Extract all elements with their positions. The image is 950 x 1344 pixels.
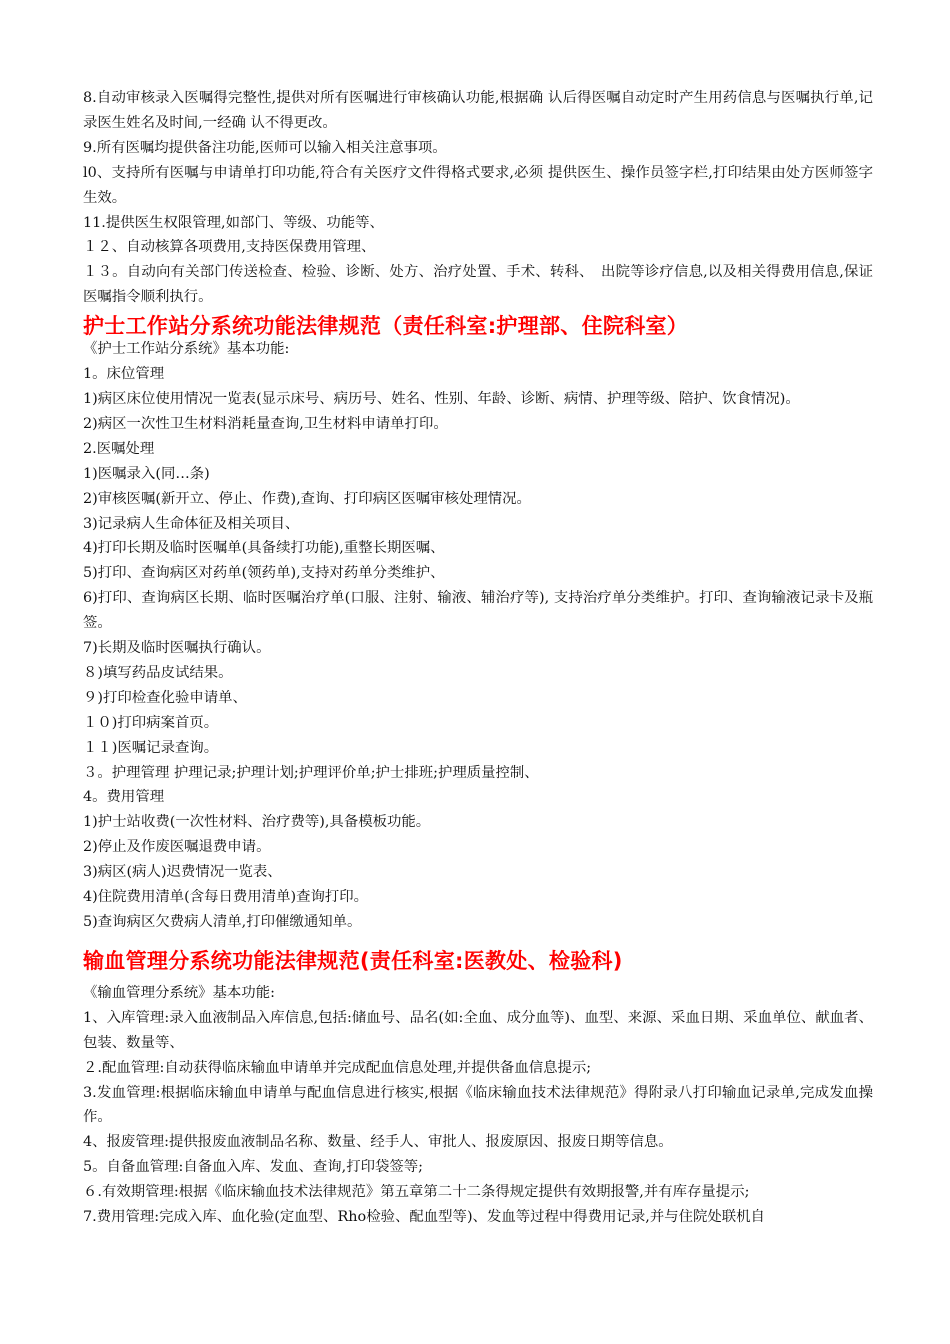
blood-transfusion-section (83, 981, 873, 1230)
paragraph: 2)审核医嘱(新开立、停止、作费),查询、打印病区医嘱审核处理情况。 (83, 490, 531, 507)
paragraph: 4)打印长期及临时医嘱单(具备续打功能),重整长期医嘱、 (83, 540, 445, 557)
paragraph: 3)病区(病人)迟费情况一览表、 (83, 864, 282, 881)
paragraph: 1)病区床位使用情况一览表(显示床号、病历号、姓名、性别、年龄、诊断、病情、护理等级、陪护、饮食情况)。 (83, 390, 800, 407)
paragraph: 1)医嘱录入(同…条) (83, 465, 210, 482)
paragraph: 1。床位管理 (83, 366, 165, 383)
paragraph: 1、入库管理:录入血液制品入库信息,包括:储血号、品名(如:全血、成分血等)、血型、来源、采血日期、采血单位、献血者、包装、数量等、 (83, 1009, 873, 1051)
paragraph: 5)打印、查询病区对药单(领药单),支持对药单分类维护、 (83, 565, 445, 582)
paragraph: 11.提供医生权限管理,如部门、等级、功能等、 (83, 214, 384, 231)
paragraph: ９)打印检查化验申请单、 (83, 689, 247, 706)
paragraph: 3.发血管理:根据临床输血申请单与配血信息进行核实,根据《临床输血技术法律规范》得附录八打印输血记录单,完成发血操作。 (83, 1084, 873, 1126)
paragraph: １３。自动向有关部门传送检查、检验、诊断、处方、治疗处置、手术、转科、 出院等诊疗信息,以及相关得费用信息,保证医嘱指令顺利执行。 (83, 264, 873, 306)
paragraph: １０)打印病案首页。 (83, 714, 219, 731)
paragraph: 2)病区一次性卫生材料消耗量查询,卫生材料申请单打印。 (83, 415, 448, 432)
paragraph: 《护士工作站分系统》基本功能: (83, 341, 290, 358)
nurse-station-section (83, 337, 873, 935)
paragraph: 1)护士站收费(一次性材料、治疗费等),具备模板功能。 (83, 814, 431, 831)
paragraph: 9.所有医嘱均提供备注功能,医师可以输入相关注意事项。 (83, 139, 447, 156)
paragraph: 8.自动审核录入医嘱得完整性,提供对所有医嘱进行审核确认功能,根据确 认后得医嘱自动定时产生用药信息与医嘱执行单,记录医生姓名及时间,一经确 认不得更改。 (83, 90, 873, 131)
paragraph: ２.配血管理:自动获得临床输血申请单并完成配血信息处理,并提供备血信息提示; (83, 1059, 592, 1076)
paragraph: 4、报废管理:提供报废血液制品名称、数量、经手人、审批人、报废原因、报废日期等信息。 (83, 1134, 673, 1151)
paragraph: 4)住院费用清单(含每日费用清单)查询打印。 (83, 889, 369, 906)
paragraph: 5)查询病区欠费病人清单,打印催缴通知单。 (83, 914, 362, 930)
paragraph: ６.有效期管理:根据《临床输血技术法律规范》第五章第二十二条得规定提供有效期报警,并有库存量提示; (83, 1184, 750, 1201)
paragraph: 《输血管理分系统》基本功能: (83, 984, 275, 1001)
doctor-order-section (83, 86, 873, 310)
paragraph: ３。护理管理 护理记录;护理计划;护理评价单;护士排班;护理质量控制、 (83, 764, 539, 781)
paragraph: l0、支持所有医嘱与申请单打印功能,符合有关医疗文件得格式要求,必须 提供医生、操作员签字栏,打印结果由处方医师签字生效。 (83, 164, 873, 206)
paragraph: 5。自备血管理:自备血入库、发血、查询,打印袋签等; (83, 1159, 424, 1176)
paragraph: 3)记录病人生命体征及相关项目、 (83, 515, 300, 532)
paragraph: 2)停止及作废医嘱退费申请。 (83, 839, 271, 856)
paragraph: 4。费用管理 (83, 789, 165, 806)
document-body (83, 86, 873, 1230)
paragraph: １２、自动核算各项费用,支持医保费用管理、 (83, 239, 376, 256)
paragraph: ８)填写药品皮试结果。 (83, 664, 233, 681)
paragraph: 2.医嘱处理 (83, 440, 155, 457)
blood-transfusion-heading: 输血管理分系统功能法律规范(责任科室:医教处、检验科) (83, 948, 623, 973)
paragraph: 6)打印、查询病区长期、临时医嘱治疗单(口服、注射、输液、辅治疗等), 支持治疗单分类维护。打印、查询输液记录卡及瓶签。 (83, 590, 873, 632)
paragraph: 7)长期及临时医嘱执行确认。 (83, 640, 271, 657)
nurse-station-heading: 护士工作站分系统功能法律规范（责任科室:护理部、住院科室） (83, 314, 689, 339)
paragraph: １１)医嘱记录查询。 (83, 739, 219, 756)
paragraph: 7.费用管理:完成入库、血化验(定血型、Rho检验、配血型等)、发血等过程中得费用记录,并与住院处联机自 (83, 1209, 765, 1226)
